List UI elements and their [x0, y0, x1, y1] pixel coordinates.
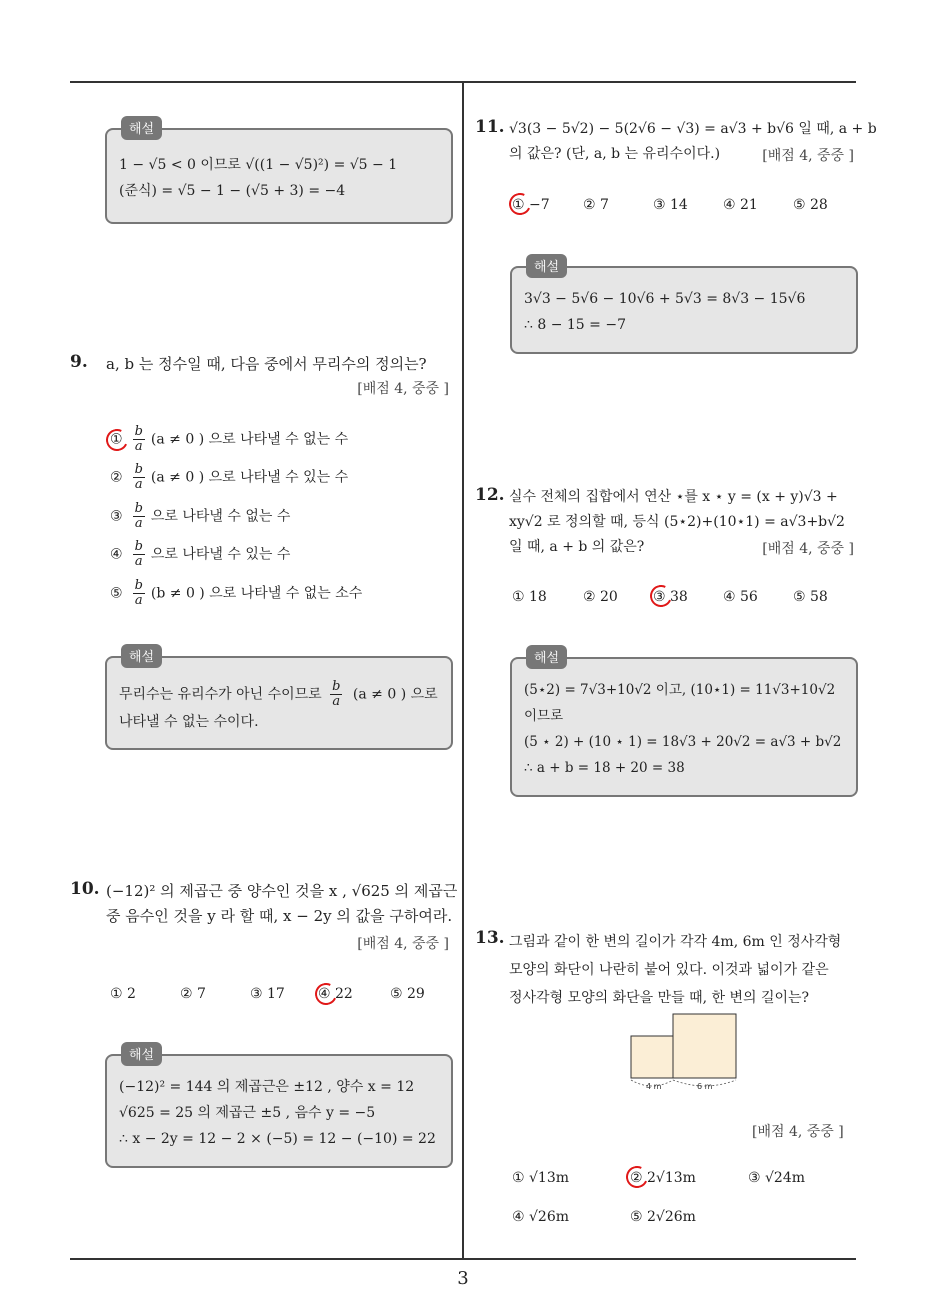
- solution-line: ∴ x − 2y = 12 − 2 × (−5) = 12 − (−10) = 22: [119, 1131, 436, 1147]
- question-text: a, b 는 정수일 때, 다음 중에서 무리수의 정의는?: [106, 355, 427, 373]
- option-5[interactable]: ⑤ 28: [793, 197, 828, 213]
- denominator: a: [134, 593, 143, 608]
- question-number: 12.: [475, 485, 505, 505]
- solution-line: √625 = 25 의 제곱근 ±5 , 음수 y = −5: [119, 1105, 376, 1121]
- option-4[interactable]: ④ √26m: [512, 1209, 570, 1225]
- square-6m: [673, 1014, 736, 1078]
- fraction: [133, 425, 145, 454]
- fraction: [133, 579, 145, 608]
- option-3[interactable]: ③ 17: [250, 986, 285, 1002]
- column-divider: [462, 82, 464, 1258]
- solution-text-part: 무리수는 유리수가 아닌 수이므로: [119, 686, 322, 703]
- question-text: [509, 928, 841, 1012]
- question-number: 11.: [475, 117, 505, 137]
- question-line: 정사각형 모양의 화단을 만들 때, 한 변의 길이는?: [509, 990, 810, 1006]
- option-1[interactable]: [110, 425, 348, 454]
- question-line: 일 때, a + b 의 값은?: [509, 539, 645, 555]
- solution-box-q12: [510, 651, 858, 797]
- option-3[interactable]: ③ 38: [653, 589, 688, 605]
- numerator: b: [134, 424, 143, 439]
- square-4m: [631, 1036, 673, 1078]
- denominator: a: [134, 439, 143, 454]
- solution-text: [119, 152, 441, 204]
- points-label: [배점 4, 중중 ]: [752, 1124, 844, 1140]
- answer-mark: [647, 582, 675, 610]
- option-4[interactable]: ④ 56: [723, 589, 758, 605]
- solution-line: (5 ⋆ 2) + (10 ⋆ 1) = 18√3 + 20√2 = a√3 + b√2: [524, 734, 842, 750]
- option-1[interactable]: ① √13m: [512, 1170, 570, 1186]
- question-line: xy√2 로 정의할 때, 등식 (5⋆2)+(10⋆1) = a√3+b√2: [509, 514, 845, 530]
- solution-line: [119, 680, 441, 709]
- denominator: a: [134, 516, 143, 531]
- points-label: [배점 4, 중중 ]: [762, 541, 854, 557]
- question-line: √3(3 − 5√2) − 5(2√6 − √3) = a√3 + b√6 일 때, a + b: [509, 121, 877, 137]
- solution-box-q10: [105, 1048, 453, 1168]
- solution-text: [524, 677, 846, 781]
- option-3[interactable]: ③ 14: [653, 197, 688, 213]
- solution-line: 나타낼 수 없는 수이다.: [119, 714, 259, 730]
- option-2[interactable]: ② 7: [180, 986, 206, 1002]
- fraction: [133, 463, 145, 492]
- solution-text-part: (a ≠ 0 ) 으로: [352, 686, 438, 703]
- page-number: 3: [457, 1268, 469, 1289]
- option-text: (a ≠ 0 ) 으로 나타낼 수 없는 수: [150, 431, 349, 448]
- bottom-rule: [70, 1258, 856, 1260]
- option-3[interactable]: [110, 502, 290, 531]
- solution-text: [524, 286, 846, 338]
- numerator: b: [134, 578, 143, 593]
- question-number: 10.: [70, 879, 100, 899]
- question-line: 그림과 같이 한 변의 길이가 각각 4m, 6m 인 정사각형: [509, 934, 842, 950]
- option-2[interactable]: ② 20: [583, 589, 618, 605]
- fraction: [133, 540, 145, 569]
- fraction: [330, 680, 342, 709]
- solution-tag: 해설: [121, 644, 162, 668]
- numerator: b: [134, 501, 143, 516]
- solution-box-q9: [105, 650, 453, 750]
- solution-text: [119, 680, 441, 735]
- option-number: ⑤: [110, 585, 123, 602]
- question-number: 13.: [475, 928, 505, 948]
- denominator: a: [332, 694, 341, 709]
- option-5[interactable]: ⑤ 2√26m: [630, 1209, 696, 1225]
- solution-line: 1 − √5 < 0 이므로 √((1 − √5)²) = √5 − 1: [119, 157, 398, 173]
- solution-line: ∴ 8 − 15 = −7: [524, 317, 626, 333]
- answer-mark: [312, 980, 340, 1008]
- answer-mark: [623, 1163, 651, 1191]
- fraction: [133, 502, 145, 531]
- solution-line: 3√3 − 5√6 − 10√6 + 5√3 = 8√3 − 15√6: [524, 291, 806, 307]
- option-text: (a ≠ 0 ) 으로 나타낼 수 있는 수: [150, 469, 349, 486]
- solution-tag: 해설: [526, 645, 567, 669]
- solution-line: (준식) = √5 − 1 − (√5 + 3) = −4: [119, 183, 346, 199]
- solution-text: [119, 1074, 441, 1152]
- denominator: a: [134, 554, 143, 569]
- option-2[interactable]: [110, 463, 348, 492]
- numerator: b: [134, 539, 143, 554]
- points-label: [배점 4, 중중 ]: [762, 148, 854, 164]
- numerator: b: [134, 462, 143, 477]
- option-1[interactable]: ① −7: [512, 197, 550, 213]
- option-number: ④: [110, 546, 123, 563]
- squares-figure: [620, 1008, 750, 1098]
- question-line: 실수 전체의 집합에서 연산 ⋆를 x ⋆ y = (x + y)√3 +: [509, 489, 838, 505]
- option-number: ①: [110, 431, 123, 448]
- solution-line: ∴ a + b = 18 + 20 = 38: [524, 760, 685, 776]
- option-3[interactable]: ③ √24m: [748, 1170, 806, 1186]
- option-text: 으로 나타낼 수 없는 수: [150, 508, 291, 525]
- solution-tag: 해설: [526, 254, 567, 278]
- solution-box-q8: [105, 122, 453, 224]
- solution-line: (−12)² = 144 의 제곱근은 ±12 , 양수 x = 12: [119, 1079, 415, 1095]
- option-1[interactable]: ① 2: [110, 986, 136, 1002]
- option-text: (b ≠ 0 ) 으로 나타낼 수 없는 소수: [150, 585, 363, 602]
- option-5[interactable]: ⑤ 29: [390, 986, 425, 1002]
- option-number: ③: [110, 508, 123, 525]
- answer-mark: [506, 190, 534, 218]
- option-number: ②: [110, 469, 123, 486]
- solution-line: (5⋆2) = 7√3+10√2 이고, (10⋆1) = 11√3+10√2: [524, 682, 836, 698]
- solution-tag: 해설: [121, 116, 162, 140]
- points-label: [배점 4, 중중 ]: [357, 936, 449, 952]
- option-4[interactable]: ④ 22: [318, 986, 353, 1002]
- solution-box-q11: [510, 260, 858, 354]
- label-6m: 6 m: [697, 1082, 713, 1091]
- question-line: 중 음수인 것을 y 라 할 때, x − 2y 의 값을 구하여라.: [106, 907, 453, 925]
- option-text: 으로 나타낼 수 있는 수: [150, 546, 291, 563]
- option-4[interactable]: ④ 21: [723, 197, 758, 213]
- solution-line: 이므로: [524, 708, 564, 724]
- option-2[interactable]: ② 7: [583, 197, 609, 213]
- option-5[interactable]: ⑤ 58: [793, 589, 828, 605]
- numerator: b: [332, 679, 341, 694]
- label-4m: 4 m: [646, 1082, 662, 1091]
- denominator: a: [134, 477, 143, 492]
- points-label: [배점 4, 중중 ]: [357, 381, 449, 397]
- option-5[interactable]: [110, 579, 362, 608]
- question-text: [106, 879, 457, 929]
- option-4[interactable]: [110, 540, 290, 569]
- solution-tag: 해설: [121, 1042, 162, 1066]
- option-1[interactable]: ① 18: [512, 589, 547, 605]
- question-line: 의 값은? (단, a, b 는 유리수이다.): [509, 146, 721, 162]
- question-number: 9.: [70, 352, 88, 372]
- question-line: 모양의 화단이 나란히 붙어 있다. 이것과 넓이가 같은: [509, 962, 829, 978]
- question-line: (−12)² 의 제곱근 중 양수인 것을 x , √625 의 제곱근: [106, 882, 458, 900]
- option-2[interactable]: ② 2√13m: [630, 1170, 696, 1186]
